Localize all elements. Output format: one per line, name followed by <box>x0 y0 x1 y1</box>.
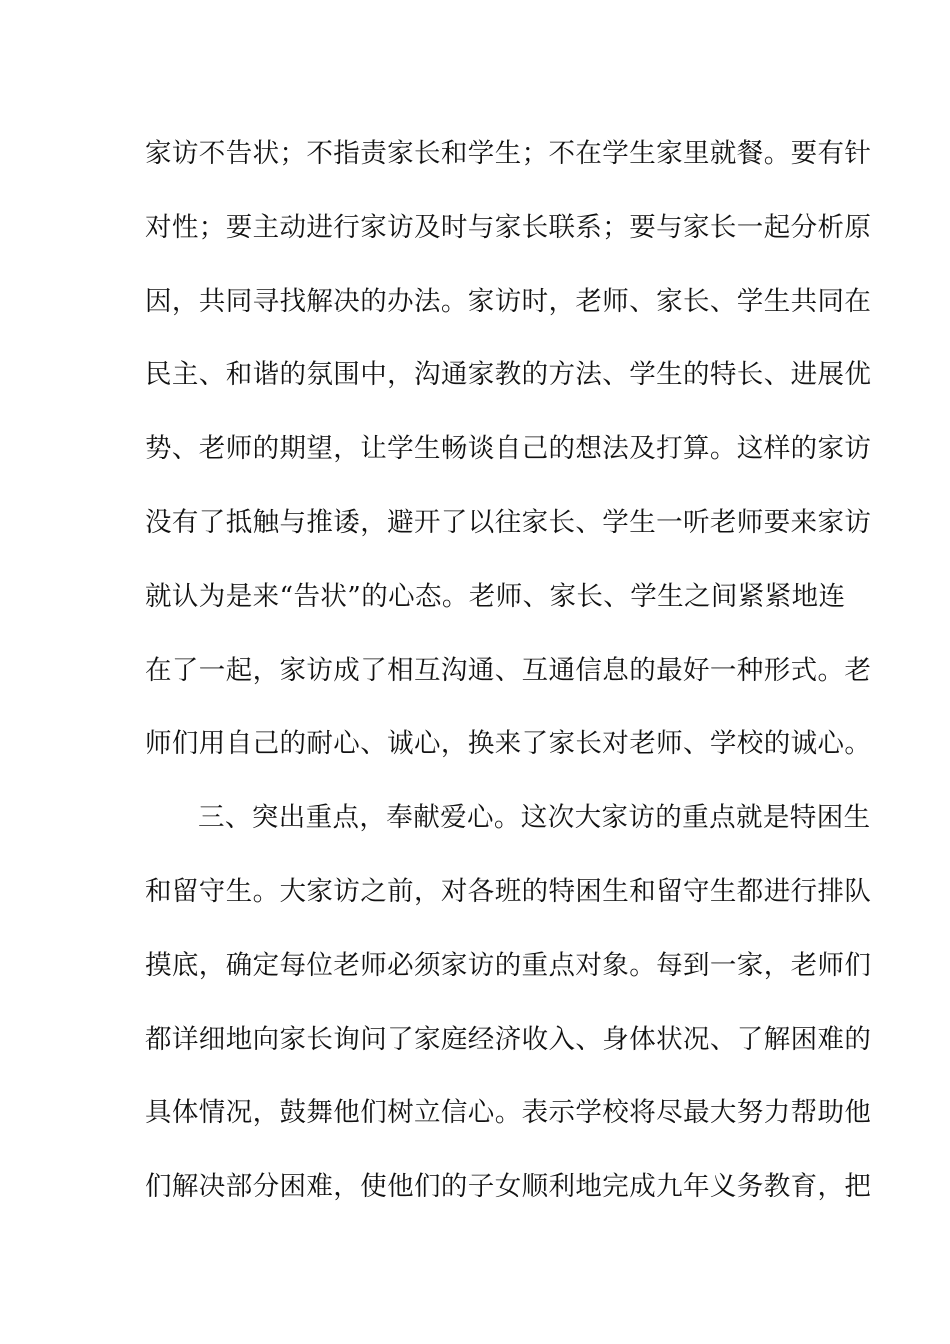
text-line: 民主、和谐的氛围中，沟通家教的方法、学生的特长、进展优 <box>145 359 872 391</box>
body-text <box>145 130 872 1237</box>
text-line: 没有了抵触与推诿，避开了以往家长、学生一听老师要来家访 <box>145 506 872 538</box>
text-line: 在了一起，家访成了相互沟通、互通信息的最好一种形式。老 <box>145 654 872 686</box>
text-line: 摸底，确定每位老师必须家访的重点对象。每到一家，老师们 <box>145 949 872 981</box>
text-line: 对性；要主动进行家访及时与家长联系；要与家长一起分析原 <box>145 211 872 243</box>
paragraph-start-line: 三、突出重点，奉献爱心。这次大家访的重点就是特困生 <box>198 802 871 834</box>
text-line: 师们用自己的耐心、诚心，换来了家长对老师、学校的诚心。 <box>145 728 872 760</box>
text-line: 们解决部分困难，使他们的子女顺利地完成九年义务教育，把 <box>145 1171 872 1203</box>
text-line: 家访不告状；不指责家长和学生；不在学生家里就餐。要有针 <box>145 138 872 169</box>
text-line: 势、老师的期望，让学生畅谈自己的想法及打算。这样的家访 <box>145 433 872 465</box>
text-line: 就认为是来“告状”的心态。老师、家长、学生之间紧紧地连 <box>145 580 846 612</box>
text-line: 具体情况，鼓舞他们树立信心。表示学校将尽最大努力帮助他 <box>145 1097 872 1129</box>
text-line: 和留守生。大家访之前，对各班的特困生和留守生都进行排队 <box>145 875 872 907</box>
text-line: 因，共同寻找解决的办法。家访时，老师、家长、学生共同在 <box>145 285 872 317</box>
text-line: 都详细地向家长询问了家庭经济收入、身体状况、了解困难的 <box>145 1023 872 1055</box>
